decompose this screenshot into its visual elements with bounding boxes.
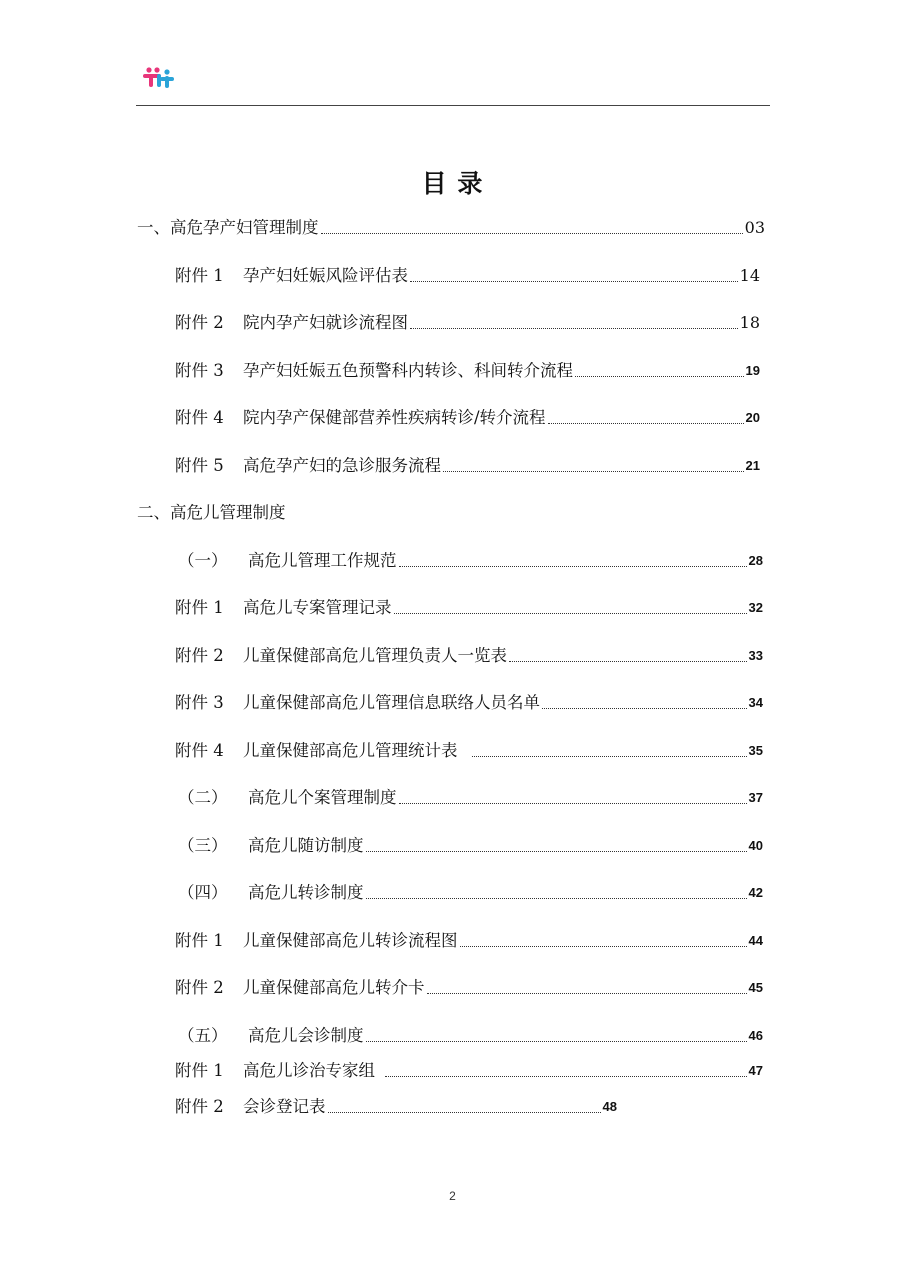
toc-entry-prefix: 附件 1 [175, 266, 224, 285]
dot-leader [509, 661, 747, 662]
toc-entry-text: 儿童保健部高危儿转介卡 [243, 978, 425, 997]
toc-entry-text: 高危儿随访制度 [248, 836, 364, 855]
toc-entry-page: 14 [739, 266, 760, 285]
toc-entry-text: 高危儿诊治专家组 [243, 1061, 375, 1080]
toc-entry-text: 儿童保健部高危儿转诊流程图 [243, 931, 458, 950]
toc-entry-text: 高危儿管理工作规范 [248, 551, 397, 570]
toc-entry[interactable] [175, 691, 763, 715]
toc-entry-text: 高危儿转诊制度 [248, 883, 364, 902]
dot-leader [321, 233, 743, 234]
toc-entry-page: 28 [748, 553, 763, 568]
toc-entry[interactable] [175, 1095, 617, 1119]
dot-leader [366, 1041, 747, 1042]
toc-entry[interactable] [175, 739, 763, 763]
toc-entry-text: 高危孕产妇的急诊服务流程 [243, 456, 441, 475]
toc-entry[interactable] [178, 881, 763, 905]
dot-leader [385, 1076, 747, 1077]
dot-leader [548, 423, 744, 424]
toc-entry-text: 高危儿会诊制度 [248, 1026, 364, 1045]
dot-leader [366, 898, 747, 899]
toc-entry-page: 03 [744, 218, 765, 237]
toc-entry-page: 18 [739, 313, 760, 332]
dot-leader [410, 328, 738, 329]
toc-entry-prefix: （四） [178, 883, 228, 902]
dot-leader [394, 613, 747, 614]
toc-entry[interactable] [178, 834, 763, 858]
toc-entry-prefix: 一、 [137, 218, 170, 237]
toc-entry-prefix: （五） [178, 1026, 228, 1045]
page-number: 2 [449, 1189, 456, 1203]
toc-entry-prefix: 附件 2 [175, 1097, 224, 1116]
toc-entry-prefix: 附件 1 [175, 931, 224, 950]
toc-entry-prefix: 附件 2 [175, 646, 224, 665]
dot-leader [472, 756, 747, 757]
toc-entry-text: 儿童保健部高危儿管理负责人一览表 [243, 646, 507, 665]
toc-entry[interactable] [175, 929, 763, 953]
toc-entry-prefix: （三） [178, 836, 228, 855]
toc-entry-prefix: （二） [178, 788, 228, 807]
dot-leader [328, 1112, 601, 1113]
toc-entry-page: 45 [748, 980, 763, 995]
toc-entry[interactable] [175, 644, 763, 668]
toc-entry-page: 48 [602, 1099, 617, 1114]
toc-entry-prefix: 附件 3 [175, 693, 224, 712]
toc-entry-page: 21 [745, 458, 760, 473]
toc-entry-text: 院内孕产保健部营养性疾病转诊/转介流程 [243, 408, 546, 427]
toc-entry-page: 19 [745, 363, 760, 378]
toc-entry-page: 40 [748, 838, 763, 853]
toc-entry[interactable] [175, 406, 760, 430]
toc-entry-prefix: 附件 4 [175, 408, 224, 427]
toc-entry[interactable] [175, 1059, 763, 1083]
toc-entry[interactable] [175, 596, 763, 620]
dot-leader [399, 566, 747, 567]
toc-entry-prefix: 附件 5 [175, 456, 224, 475]
toc-entry-prefix: 二、 [137, 503, 170, 522]
toc-entry-text: 儿童保健部高危儿管理信息联络人员名单 [243, 693, 540, 712]
toc-entry[interactable] [175, 311, 760, 335]
dot-leader [399, 803, 747, 804]
toc-entry-text: 孕产妇妊娠五色预警科内转诊、科间转介流程 [243, 361, 573, 380]
dot-leader [443, 471, 744, 472]
toc-entry[interactable] [137, 216, 765, 240]
toc-entry-page: 20 [745, 410, 760, 425]
toc-entry-page: 37 [748, 790, 763, 805]
toc-entry-page: 47 [748, 1063, 763, 1078]
toc-entry-prefix: 附件 2 [175, 313, 224, 332]
dot-leader [575, 376, 744, 377]
toc-entry-page: 32 [748, 600, 763, 615]
dot-leader [460, 946, 747, 947]
toc-entry[interactable] [178, 786, 763, 810]
toc-section-heading[interactable] [137, 501, 437, 525]
dot-leader [542, 708, 747, 709]
toc-entry[interactable] [175, 454, 760, 478]
dot-leader [410, 281, 738, 282]
toc-entry-text: 高危儿管理制度 [170, 503, 286, 522]
hospital-logo-icon [143, 66, 175, 90]
toc-entry-text: 会诊登记表 [243, 1097, 326, 1116]
toc-entry-text: 孕产妇妊娠风险评估表 [243, 266, 408, 285]
toc-entry[interactable] [175, 264, 760, 288]
toc-entry-page: 44 [748, 933, 763, 948]
toc-entry-prefix: （一） [178, 551, 228, 570]
toc-entry-page: 33 [748, 648, 763, 663]
toc-entry[interactable] [178, 1024, 763, 1048]
toc-entry-text: 高危孕产妇管理制度 [170, 218, 319, 237]
toc-entry-prefix: 附件 3 [175, 361, 224, 380]
toc-entry-prefix: 附件 1 [175, 1061, 224, 1080]
toc-entry-prefix: 附件 4 [175, 741, 224, 760]
toc-entry-text: 高危儿专案管理记录 [243, 598, 392, 617]
toc-entry-text: 儿童保健部高危儿管理统计表 [243, 741, 458, 760]
toc-entry-page: 46 [748, 1028, 763, 1043]
toc-entry-page: 42 [748, 885, 763, 900]
toc-entry-page: 35 [748, 743, 763, 758]
toc-entry[interactable] [178, 549, 763, 573]
toc-title: 目 录 [421, 169, 484, 198]
header-divider [136, 105, 770, 106]
dot-leader [366, 851, 747, 852]
toc-entry-text: 高危儿个案管理制度 [248, 788, 397, 807]
toc-entry-prefix: 附件 1 [175, 598, 224, 617]
toc-entry-page: 34 [748, 695, 763, 710]
dot-leader [427, 993, 747, 994]
toc-entry[interactable] [175, 359, 760, 383]
toc-entry-prefix: 附件 2 [175, 978, 224, 997]
toc-entry-text: 院内孕产妇就诊流程图 [243, 313, 408, 332]
toc-entry[interactable] [175, 976, 763, 1000]
